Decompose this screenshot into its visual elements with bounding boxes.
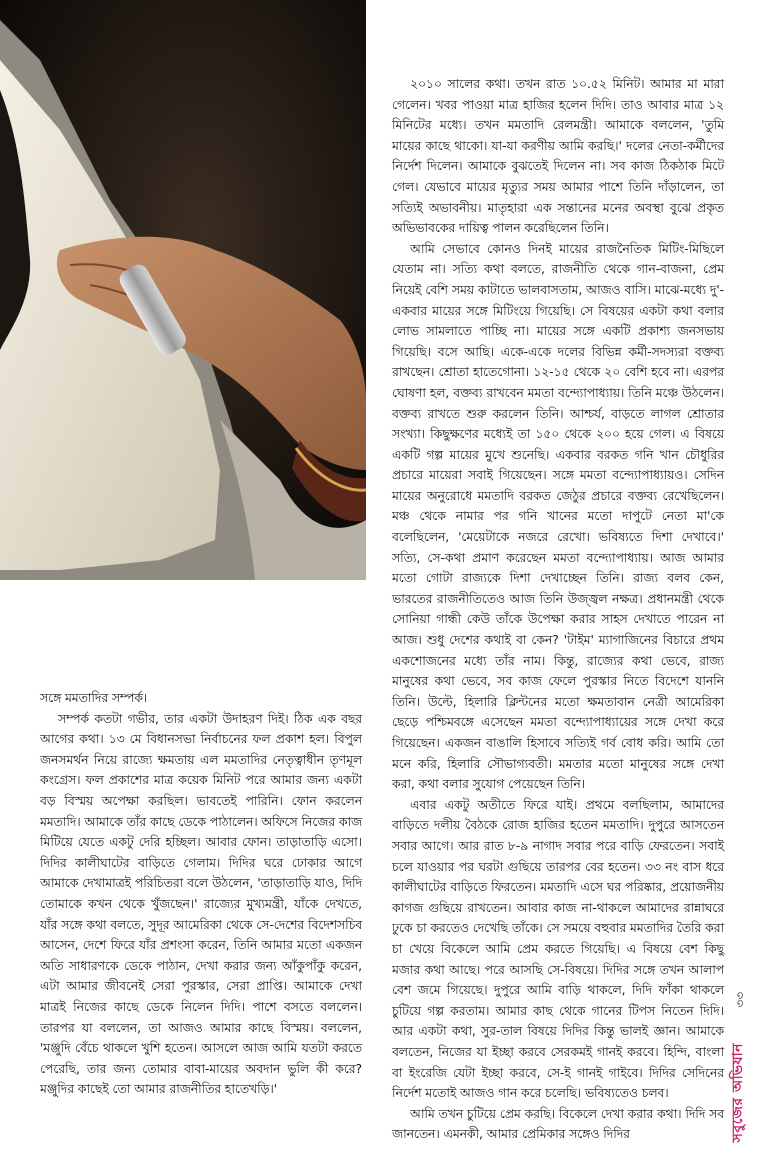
article-paragraph: সঙ্গে মমতাদির সম্পর্ক।	[40, 690, 148, 705]
page-number: ৩৩	[733, 992, 747, 1008]
article-paragraph: ২০১০ সালের কথা। তখন রাত ১০.৫২ মিনিট। আমার মা মারা গেলেন। খবর পাওয়া মাত্র হাজির হলেন দিদি। তাও আবার মাত্র ১২ মিনিটের মধ্যে। তখন মমতাদি রেলমন্ত্রী। আমাকে বললেন, 'তুমি মায়ের কাছে থাকো। যা-যা করণীয় আমি করছি।' দলের নেতা-কর্মীদের নির্দেশ দিলেন। আমাকে বুঝতেই দিলেন না। সব কাজ ঠিকঠাক মিটে গেল। যেভাবে মায়ের মৃত্যুর সময় আমার পাশে তিনি দাঁড়ালেন, তা সত্যিই অভাবনীয়। মাতৃহারা এক সন্তানের মনের অবস্থা বুঝে প্রকৃত অভিভাবকের দায়িত্ব পালন করেছিলেন তিনি।	[392, 76, 724, 236]
article-photo	[0, 0, 366, 580]
article-paragraph: আমি তখন চুটিয়ে প্রেম করছি। বিকেলে দেখা করার কথা। দিদি সব জানতেন। এমনকী, আমার প্রেমিকার সঙ্গেও দিদির	[392, 1105, 724, 1142]
article-column-left	[40, 688, 362, 1100]
article-paragraph: এবার একটু অতীতে ফিরে যাই। প্রথমে বলছিলাম, আমাদের বাড়িতে দলীয় বৈঠকে রোজ হাজির হতেন মমতাদি। দুপুরে আসতেন সবার আগে। আর রাত ৮-৯ নাগাদ সবার পরে বাড়ি ফেরতেন। সবাই চলে যাওয়ার পর ঘরটা গুছিয়ে তারপর বের হতেন। ৩৩ নং বাস ধরে কালীঘাটের বাড়িতে ফিরতেন। মমতাদি এসে ঘর পরিষ্কার, প্রয়োজনীয় কাগজ গুছিয়ে রাখতেন। আবার কাজ না-থাকলে আমাদের রান্নাঘরে ঢুকে চা করতেও দেখেছি তাঁকে। সে সময়ে বহুবার মমতাদির তৈরি করা চা খেয়ে বিকেলে আমি প্রেম করতে গিয়েছি। এ বিষয়ে বেশ কিছু মজার কথা আছে। পরে আসছি সে-বিষয়ে। দিদির সঙ্গে তখন আলাপ বেশ জমে গিয়েছে। দুপুরে আমি বাড়ি থাকলে, দিদি ফাঁকা থাকলে চুটিয়ে গল্প করতাম। আমার কাছ থেকে গানের টিপস নিতেন দিদি। আর একটা কথা, সুর-তাল বিষয়ে দিদির কিন্তু ভালই জ্ঞান। আমাকে বলতেন, নিজের যা ইচ্ছা করবে সেরকমই গানই করবে। হিন্দি, বাংলা বা ইংরেজি যেটা ইচ্ছা করবে, সে-ই গানই গাইবে। দিদির সেদিনের নির্দেশ মতোই আজও গান করে চলেছি। ভবিষ্যতেও চলব।	[392, 796, 724, 1101]
magazine-title: সবুজের অভিযান	[730, 1042, 746, 1142]
article-paragraph: সম্পর্ক কতটা গভীর, তার একটা উদাহরণ দিই। ঠিক এক বছর আগের কথা। ১৩ মে বিধানসভা নির্বাচনের ফল প্রকাশ হল। বিপুল জনসমর্থন নিয়ে রাজ্যে ক্ষমতায় এল মমতাদির নেতৃত্বাধীন তৃণমূল কংগ্রেস। ফল প্রকাশের মাত্র কয়েক মিনিট পরে আমার জন্য একটা বড় বিস্ময় অপেক্ষা করছিল। ভাবতেই পারিনি। ফোন করলেন মমতাদি। আমাকে তাঁর কাছে ডেকে পাঠালেন। অফিসে নিজের কাজ মিটিয়ে যেতে একটু দেরি হচ্ছিল। আবার ফোন। তাড়াতাড়ি এসো। দিদির কালীঘাটের বাড়িতে গেলাম। দিদির ঘরে ঢোকার আগে আমাকে দেখামাত্রই পরিচিতরা বলে উঠলেন, 'তাড়াতাড়ি যাও, দিদি তোমাকে কখন থেকে খুঁজছেন।' রাজ্যের মুখ্যমন্ত্রী, যাঁকে দেখতে, যাঁর সঙ্গে কথা বলতে, সুদূর আমেরিকা থেকে সে-দেশের বিদেশসচিব আসেন, দেশে ফিরে যাঁর প্রশংসা করেন, তিনি আমার মতো একজন অতি সাধারণকে ডেকে পাঠান, দেখা করার জন্য আঁকুপাঁকু করেন, এটা আমার জীবনেই সেরা পুরস্কার, সেরা প্রাপ্তি। আমাকে দেখা মাত্রই নিজের কাছে ডেকে নিলেন দিদি। পাশে বসতে বললেন। তারপর যা বললেন, তা আজও আমার কাছে বিস্ময়। বললেন, 'মঞ্জুদি বেঁচে থাকলে খুশি হতেন। আসলে আজ আমি যতটা করতে পেরেছি, তার জন্য তোমার বাবা-মায়ের অবদান ভুলি কী করে? মঞ্জুদির কাছেই তো আমার রাজনীতির হাতেখড়ি।'	[40, 710, 362, 1097]
page-footer	[728, 924, 758, 1154]
article-column-right	[392, 74, 724, 1145]
article-paragraph: আমি সেভাবে কোনও দিনই মায়ের রাজনৈতিক মিটিং-মিছিলে যেতাম না। সত্যি কথা বলতে, রাজনীতি থেকে গান-বাজনা, প্রেম নিয়েই বেশি সময় কাটাতে ভালবাসতাম, আজও বাসি। মাঝে-মধ্যে দু'-একবার মায়ের সঙ্গে মিটিংয়ে গিয়েছি। সে বিষয়ের একটা কথা বলার লোভ সামলাতে পাচ্ছি না। মায়ের সঙ্গে একটি প্রকাশ্য জনসভায় গিয়েছি। বসে আছি। একে-একে দলের বিভিন্ন কর্মী-সদস্যরা বক্তব্য রাখছেন। শ্রোতা হাতেগোনা। ১২-১৫ থেকে ২০ বেশি হবে না। এরপর ঘোষণা হল, বক্তব্য রাখবেন মমতা বন্দ্যোপাধ্যায়। তিনি মঞ্চে উঠলেন। বক্তব্য রাখতে শুরু করলেন তিনি। আশ্চর্য, বাড়তে লাগল শ্রোতার সংখ্যা। কিছুক্ষণের মধ্যেই তা ১৫০ থেকে ২০০ হয়ে গেল। এ বিষয়ে একটি গল্প মায়ের মুখে শুনেছি। একবার বরকত গনি খান চৌধুরির প্রচারে মায়েরা সবাই গিয়েছেন। সঙ্গে মমতা বন্দ্যোপাধ্যায়ও। সেদিন মায়ের অনুরোধে মমতাদি বরকত জেঠুর প্রচারে বক্তব্য রেখেছিলেন। মঞ্চ থেকে নামার পর গনি খানের মতো দাপুটে নেতা মা'কে বলেছিলেন, 'মেয়েটাকে নজরে রেখো। ভবিষ্যতে দিশা দেখাবে।' সত্যি, সে-কথা প্রমাণ করেছেন মমতা বন্দ্যোপাধ্যায়। আজ আমার মতো গোটা রাজ্যকে দিশা দেখাচ্ছেন তিনি। রাজ্য বলব কেন, ভারতের রাজনীতিতেও আজ তিনি উজ্জ্বল নক্ষত্র। প্রধানমন্ত্রী থেকে সোনিয়া গান্ধী কেউ তাঁকে উপেক্ষা করার সাহস দেখাতে পারেন না আজ। শুধু দেশের কথাই বা কেন? 'টাইম' ম্যাগাজিনের বিচারে প্রথম একশোজনের মধ্যে তাঁর নাম। কিন্তু, রাজ্যের কথা ভেবে, রাজ্য মানুষের কথা ভেবে, সব কাজ ফেলে পুরস্কার নিতে বিদেশে যাননি তিনি। উল্টে, হিলারি ক্লিন্টনের মতো ক্ষমতাবান নেত্রী আমেরিকা ছেড়ে পশ্চিমবঙ্গে এসেছেন মমতা বন্দ্যোপাধ্যায়ের সঙ্গে দেখা করে গিয়েছেন। একজন বাঙালি হিসাবে সত্যিই গর্ব বোধ করি। আমি তো মনে করি, হিলারি সৌভাগ্যবতী। মমতার মতো মানুষের সঙ্গে দেখা করা, কথা বলার সুযোগ পেয়েছেন তিনি।	[392, 240, 724, 792]
